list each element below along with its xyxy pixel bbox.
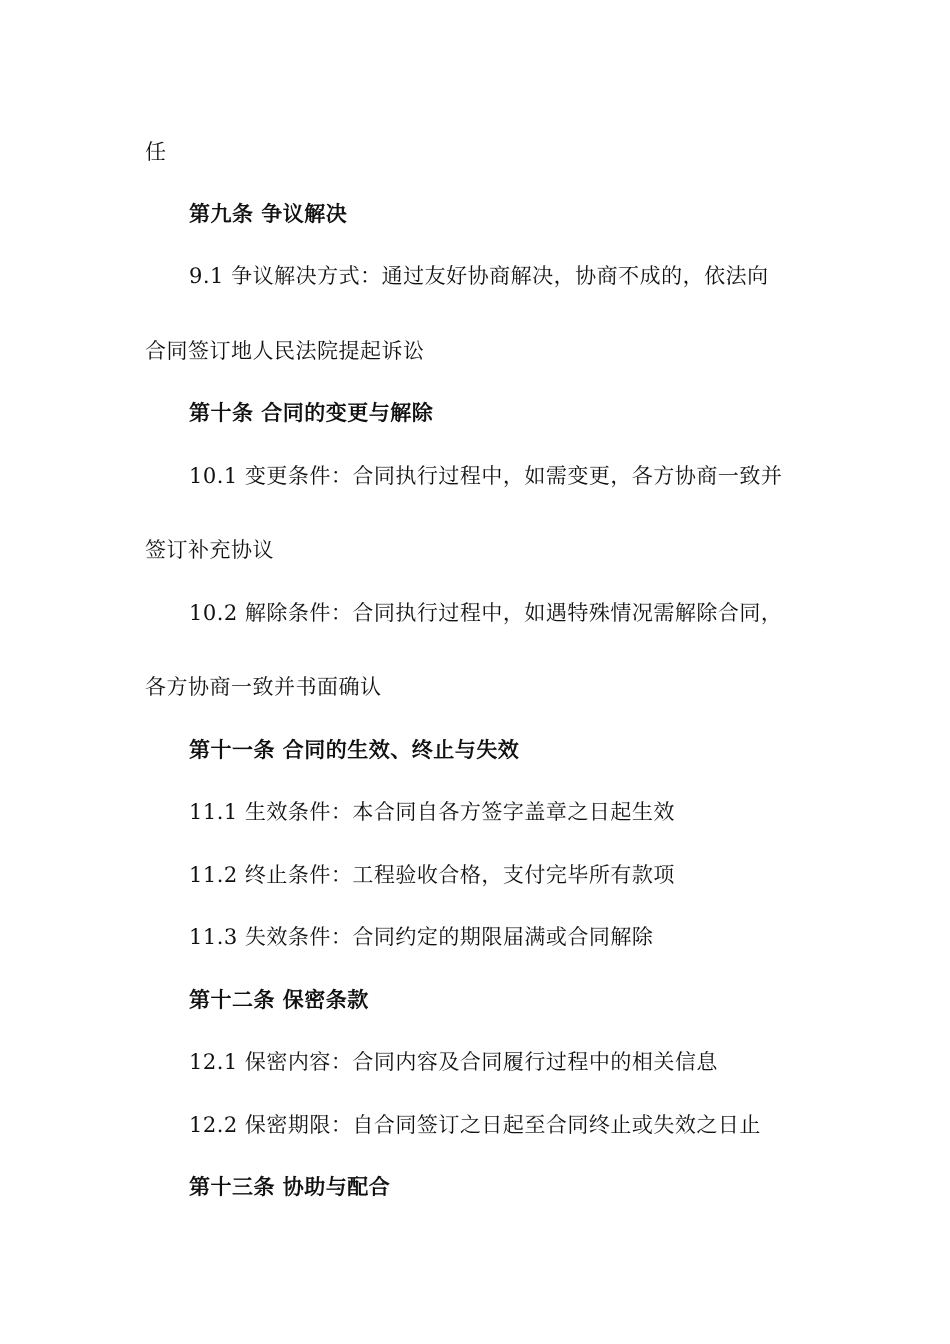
clause-11-2: 11.2 终止条件：工程验收合格，支付完毕所有款项 <box>189 863 675 887</box>
clause-9-1: 9.1 争议解决方式：通过友好协商解决，协商不成的，依法向 <box>189 264 769 288</box>
clause-11-1: 11.1 生效条件：本合同自各方签字盖章之日起生效 <box>189 800 675 824</box>
article-10-heading: 第十条 合同的变更与解除 <box>189 401 434 425</box>
clause-10-2-continuation: 各方协商一致并书面确认 <box>145 675 382 699</box>
clause-10-1-continuation: 签订补充协议 <box>145 538 274 562</box>
clause-12-1: 12.1 保密内容：合同内容及合同履行过程中的相关信息 <box>189 1050 718 1074</box>
clause-10-1: 10.1 变更条件：合同执行过程中，如需变更，各方协商一致并 <box>189 464 783 488</box>
article-11-heading: 第十一条 合同的生效、终止与失效 <box>189 738 520 762</box>
clause-10-2: 10.2 解除条件：合同执行过程中，如遇特殊情况需解除合同， <box>189 601 783 625</box>
continuation-text: 任 <box>145 140 167 164</box>
article-12-heading: 第十二条 保密条款 <box>189 988 369 1012</box>
article-9-heading: 第九条 争议解决 <box>189 202 348 226</box>
article-13-heading: 第十三条 协助与配合 <box>189 1175 391 1199</box>
clause-12-2: 12.2 保密期限：自合同签订之日起至合同终止或失效之日止 <box>189 1113 761 1137</box>
clause-11-3: 11.3 失效条件：合同约定的期限届满或合同解除 <box>189 925 654 949</box>
clause-9-1-continuation: 合同签订地人民法院提起诉讼 <box>145 339 425 363</box>
